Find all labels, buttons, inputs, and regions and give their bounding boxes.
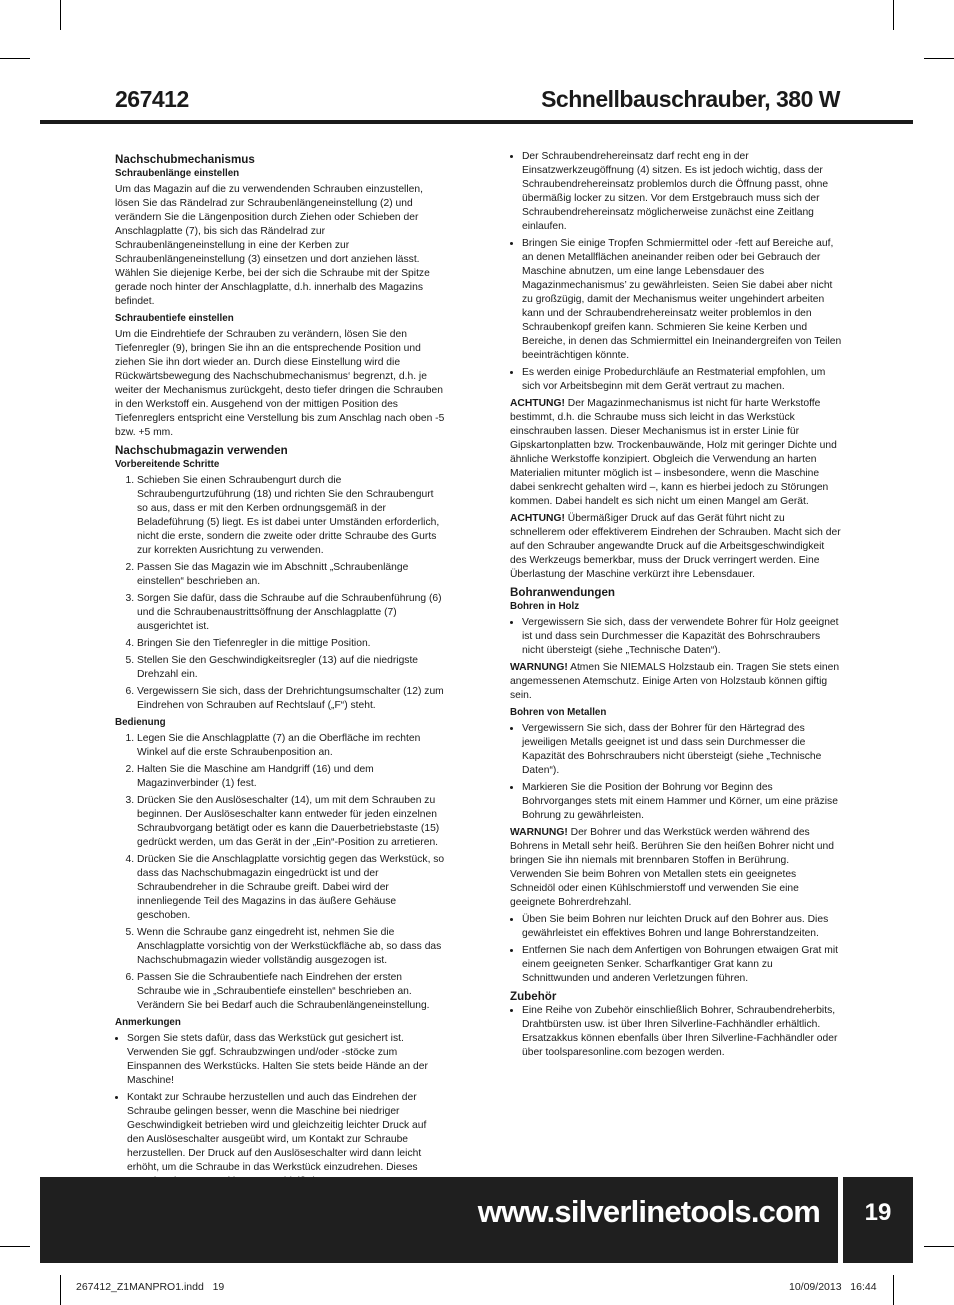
list-item: 1. Schieben Sie einen Schraubengurt durch die Schraubengurtzuführung (18) und richten Sie den Schraubengurt so aus, dass er mit den Kerben ordnungsgemäß in der Beladeführung (5) liegt. Es ist dabei unter Umständen erforderlich, nicht die erste, sondern die zweite oder dritte Schraube des Gurts zur korrekten Ausrichtung zu verwenden. — [137, 474, 445, 558]
list-item: • Der Schraubendrehereinsatz darf recht eng in der Einsatzwerkzeugöffnung (4) sitzen. Es ist jedoch wichtig, dass der Schraubendrehereinsatz problemlos durch die Öffnung passt, ohne übermäßig locker zu sitzen. Vor dem Erstgebrauch muss sich der Schraubendrehereinsatz möglicherweise zunächst eine Zeitlang einlaufen. — [522, 150, 842, 234]
page-header — [40, 86, 913, 120]
list-item: • Sorgen Sie stets dafür, dass das Werkstück gut gesichert ist. Verwenden Sie ggf. Schraubzwingen und/oder -stöcke zum Einspannen des Werkstücks. Halten Sie stets beide Hände an der Maschine! — [127, 1032, 445, 1088]
model-number: 267412 — [115, 86, 189, 112]
right-column — [510, 150, 842, 1063]
heading-wood: Bohren in Holz — [510, 601, 580, 612]
heading-accessories: Zubehör — [510, 990, 557, 1003]
warning-text: Atmen Sie NIEMALS Holzstaub ein. Tragen Sie stets einen angemessenen Atemschutz. Einige Arten von Holzstaub können giftig sein. — [510, 662, 840, 701]
warning-paragraph — [510, 826, 842, 910]
page-number-box — [843, 1177, 913, 1263]
list-item: 3. Sorgen Sie dafür, dass die Schraube auf die Schraubenführung (6) und die Schraubenaustrittsöffnung der Anschlagplatte (7) ausgerichtet ist. — [137, 592, 445, 634]
crop-mark — [924, 1246, 954, 1247]
page-number: 19 — [864, 1199, 892, 1226]
list-item: 6. Vergewissern Sie sich, dass der Drehrichtungsumschalter (12) zum Eindrehen von Schrauben auf Rechtslauf („F“) steht. — [137, 685, 445, 713]
heading-operation: Bedienung — [115, 717, 166, 728]
warning-label: WARNUNG! — [510, 662, 568, 673]
list-item: 2. Halten Sie die Maschine am Handgriff (16) und dem Magazinverbinder (1) fest. — [137, 763, 445, 791]
crop-mark — [60, 1275, 61, 1305]
list-item: 1. Legen Sie die Anschlagplatte (7) an die Oberfläche im rechten Winkel auf die erste Schraubenposition an. — [137, 732, 445, 760]
print-slug-date: 10/09/2013 16:44 — [789, 1281, 877, 1293]
list-item: • Vergewissern Sie sich, dass der Bohrer für den Härtegrad des jeweiligen Metalls geeignet ist und dass sein Durchmesser die Kapazität des Bohrschraubers nicht übersteigt (siehe „Technische Daten“). — [522, 722, 842, 778]
paragraph-screw-depth: Um die Eindrehtiefe der Schrauben zu verändern, lösen Sie den Tiefenregler (9), bringen Sie ihn an die entsprechende Position und ziehen Sie ihn dort wieder an. Durch diese Einstellung wird die Rückwärtsbewegung des Nachschubmechanismus‘ begrenzt, d.h. je weiter der Mechanismus zurückgeht, desto tiefer dringen die Schrauben in den Werkstoff ein. Ausgehend von der mittigen Position des Tiefenreglers entspricht eine Verstellung bis zum Anschlag nach oben -5 bzw. +5 mm. — [115, 329, 445, 438]
website-link[interactable]: www.silverlinetools.com — [477, 1194, 820, 1229]
page-title: Schnellbauschrauber, 380 W — [541, 86, 840, 112]
caution-label: ACHTUNG! — [510, 398, 565, 409]
warning-paragraph — [510, 661, 842, 703]
heading-mechanism: Nachschubmechanismus — [115, 153, 255, 166]
caution-paragraph — [510, 397, 842, 509]
list-item: • Üben Sie beim Bohren nur leichten Druck auf den Bohrer aus. Dies gewährleistet ein effektives Bohren und lange Bohrerstandzeiten. — [522, 913, 842, 941]
list-item: 4. Drücken Sie die Anschlagplatte vorsichtig gegen das Werkstück, so dass das Nachschubmagazin eingedrückt ist und der Schraubendreher in die Schraube greift. Dabei wird der innenliegende Teil des Magazins in das äußere Gehäuse geschoben. — [137, 853, 445, 923]
heading-preparation: Vorbereitende Schritte — [115, 459, 220, 470]
bit-notes-list — [510, 150, 842, 394]
list-item: • Markieren Sie die Position der Bohrung vor Beginn des Bohrvorganges stets mit einem Hammer und Körner, um eine präzise Bohrung zu gewährleisten. — [522, 781, 842, 823]
list-item: 5. Wenn die Schraube ganz eingedreht ist, nehmen Sie die Anschlagplatte vorsichtig von der Werkstückfläche ab, so dass das Nachschubmagazin wieder vollständig ausgezogen ist. — [137, 926, 445, 968]
print-slug-file: 267412_Z1MANPRO1.indd 19 — [76, 1281, 225, 1293]
heading-screw-length: Schraubenlänge einstellen — [115, 168, 240, 179]
list-item: 2. Passen Sie das Magazin wie im Abschnitt „Schraubenlänge einstellen“ beschrieben an. — [137, 561, 445, 589]
preparation-list — [115, 474, 445, 713]
list-item: • Vergewissern Sie sich, dass der verwendete Bohrer für Holz geeignet ist und dass sein Durchmesser die Kapazität des Bohrschraubers nicht übersteigt (siehe „Technische Daten“). — [522, 616, 842, 658]
metal-list — [510, 722, 842, 823]
crop-mark — [893, 0, 894, 30]
operation-list — [115, 732, 445, 1013]
crop-mark — [0, 1246, 30, 1247]
warning-label: WARNUNG! — [510, 827, 568, 838]
heading-notes: Anmerkungen — [115, 1017, 181, 1028]
wood-list — [510, 616, 842, 658]
list-item: 5. Stellen Sie den Geschwindigkeitsregler (13) auf die niedrigste Drehzahl ein. — [137, 654, 445, 682]
list-item: 3. Drücken Sie den Auslöseschalter (14), um mit dem Schrauben zu beginnen. Der Auslöseschalter kann entweder für jeden einzelnen Schraubvorgang betätigt oder es kann die Dauerbetriebstaste (15) gedrückt werden, um das Gerät in der „Ein“-Position zu arretieren. — [137, 794, 445, 850]
warning-text: Der Bohrer und das Werkstück werden während des Bohrens in Metall sehr heiß. Berühren Sie den heißen Bohrer nicht und bringen Sie ihn niemals mit brennbaren Stoffen in Berührung. Verwenden Sie beim Bohren von Metallen stets ein geeignetes Schneidöl oder einen Kühlschmierstoff und verwenden Sie eine geeignete Bohrerdrehzahl. — [510, 827, 834, 908]
heading-drilling: Bohranwendungen — [510, 586, 615, 599]
heading-magazine-use: Nachschubmagazin verwenden — [115, 444, 288, 457]
caution-text: Übermäßiger Druck auf das Gerät führt nicht zu schnellerem oder effektiverem Eindrehen der Schrauben. Macht sich der auf den Schrauber angewandte Druck auf die Arbeitsgeschwindigkeit des Werkzeugs bemerkbar, muss der Druck verringert werden. Eine Überlastung der Maschine verkürzt ihre Lebensdauer. — [510, 513, 841, 580]
heading-metal: Bohren von Metallen — [510, 707, 607, 718]
list-item: 4. Bringen Sie den Tiefenregler in die mittige Position. — [137, 637, 445, 651]
list-item: • Es werden einige Probedurchläufe an Restmaterial empfohlen, um sich vor Arbeitsbeginn mit dem Gerät vertraut zu machen. — [522, 366, 842, 394]
list-item: 6. Passen Sie die Schraubentiefe nach Eindrehen der ersten Schraube wie in „Schraubentiefe einstellen“ beschrieben an. Verändern Sie bei Bedarf auch die Schraubenlängeneinstellung. — [137, 971, 445, 1013]
crop-mark — [60, 0, 61, 30]
left-column — [115, 150, 445, 1265]
crop-mark — [924, 58, 954, 59]
accessories-list — [510, 1004, 842, 1060]
list-item: • Entfernen Sie nach dem Anfertigen von Bohrungen etwaigen Grat mit einem geeigneten Senker. Scharfkantiger Grat kann zu Schnittwunden und anderen Verletzungen führen. — [522, 944, 842, 986]
metal-list-2 — [510, 913, 842, 986]
heading-screw-depth: Schraubentiefe einstellen — [115, 313, 234, 324]
caution-text: Der Magazinmechanismus ist nicht für harte Werkstoffe bestimmt, d.h. die Schraube muss sich leicht in das Werkstück einschrauben lassen. Dieser Mechanismus ist in erster Linie für Gipskartonplatten bzw. Trockenbauwände, Holz mit geringer Dichte und ähnliche Werkstoffe konzipiert. Obgleich die Verwendung an harten Materialien mitunter möglich ist – insbesondere, wenn die Maschine dabei senkrecht gehalten wird –, kann es hierbei jedoch zu Störungen kommen. Dabei handelt es sich nicht um einen Mangel am Gerät. — [510, 398, 837, 507]
list-item: • Eine Reihe von Zubehör einschließlich Bohrer, Schraubendreherbits, Drahtbürsten usw. ist über Ihren Silverline-Fachhändler erhältlich. Ersatzakkus können ebenfalls über Ihren Silverline-Fachhändler oder über toolsparesonline.com bezogen werden. — [522, 1004, 842, 1060]
caution-paragraph — [510, 512, 842, 582]
footer-bar — [40, 1177, 838, 1263]
paragraph-screw-length: Um das Magazin auf die zu verwendenden Schrauben einzustellen, lösen Sie das Rändelrad zur Schraubenlängeneinstellung (2) und verändern Sie die Längenposition durch Ziehen oder Schieben der Anschlagplatte (7), bis sich das Rändelrad zur Schraubenlängeneinstellung in eine der Kerben zur Schraubenlängeneinstellung (3) einsetzen und dort anziehen lässt. Wählen Sie diejenige Kerbe, bei der sich die Schraube mit der Spitze gerade noch hinter der Anschlagplatte, d.h. innerhalb des Magazins befindet. — [115, 184, 430, 307]
header-rule — [40, 120, 913, 124]
list-item: • Kontakt zur Schraube herzustellen und auch das Eindrehen der Schraube gelingen besser, wenn die Maschine bei niedriger Geschwindigkeit betrieben wird und gleichzeitig leichter Druck auf den Auslöseschalter ausgeübt wird, um Kontakt zur Schraube herzustellen. Der Druck auf den Auslöseschalter wird dann leicht erhöht, um die Schraube in das Werkstück einzudrehen. Dieses — [127, 1091, 445, 1203]
crop-mark — [893, 1275, 894, 1305]
crop-mark — [0, 58, 30, 59]
caution-label: ACHTUNG! — [510, 513, 565, 524]
list-item: • Bringen Sie einige Tropfen Schmiermittel oder -fett auf Bereiche auf, an denen Metallflächen aneinander reiben oder bei Gebrauch der Maschine abnutzen, um eine lange Lebensdauer des Magazinmechanismus’ zu gewährleisten. Seien Sie dabei aber nicht zu großzügig, damit der Mechanismus weiter ungehindert arbeiten kann und der Schraubendrehereinsatz weiter problemlos in den Schraubenkopf greifen kann. Schmieren Sie keine Kerben und Bereiche, in denen das Schmiermittel ein Ineinandergreifen von Teilen beeinträchtigen könnte. — [522, 237, 842, 363]
